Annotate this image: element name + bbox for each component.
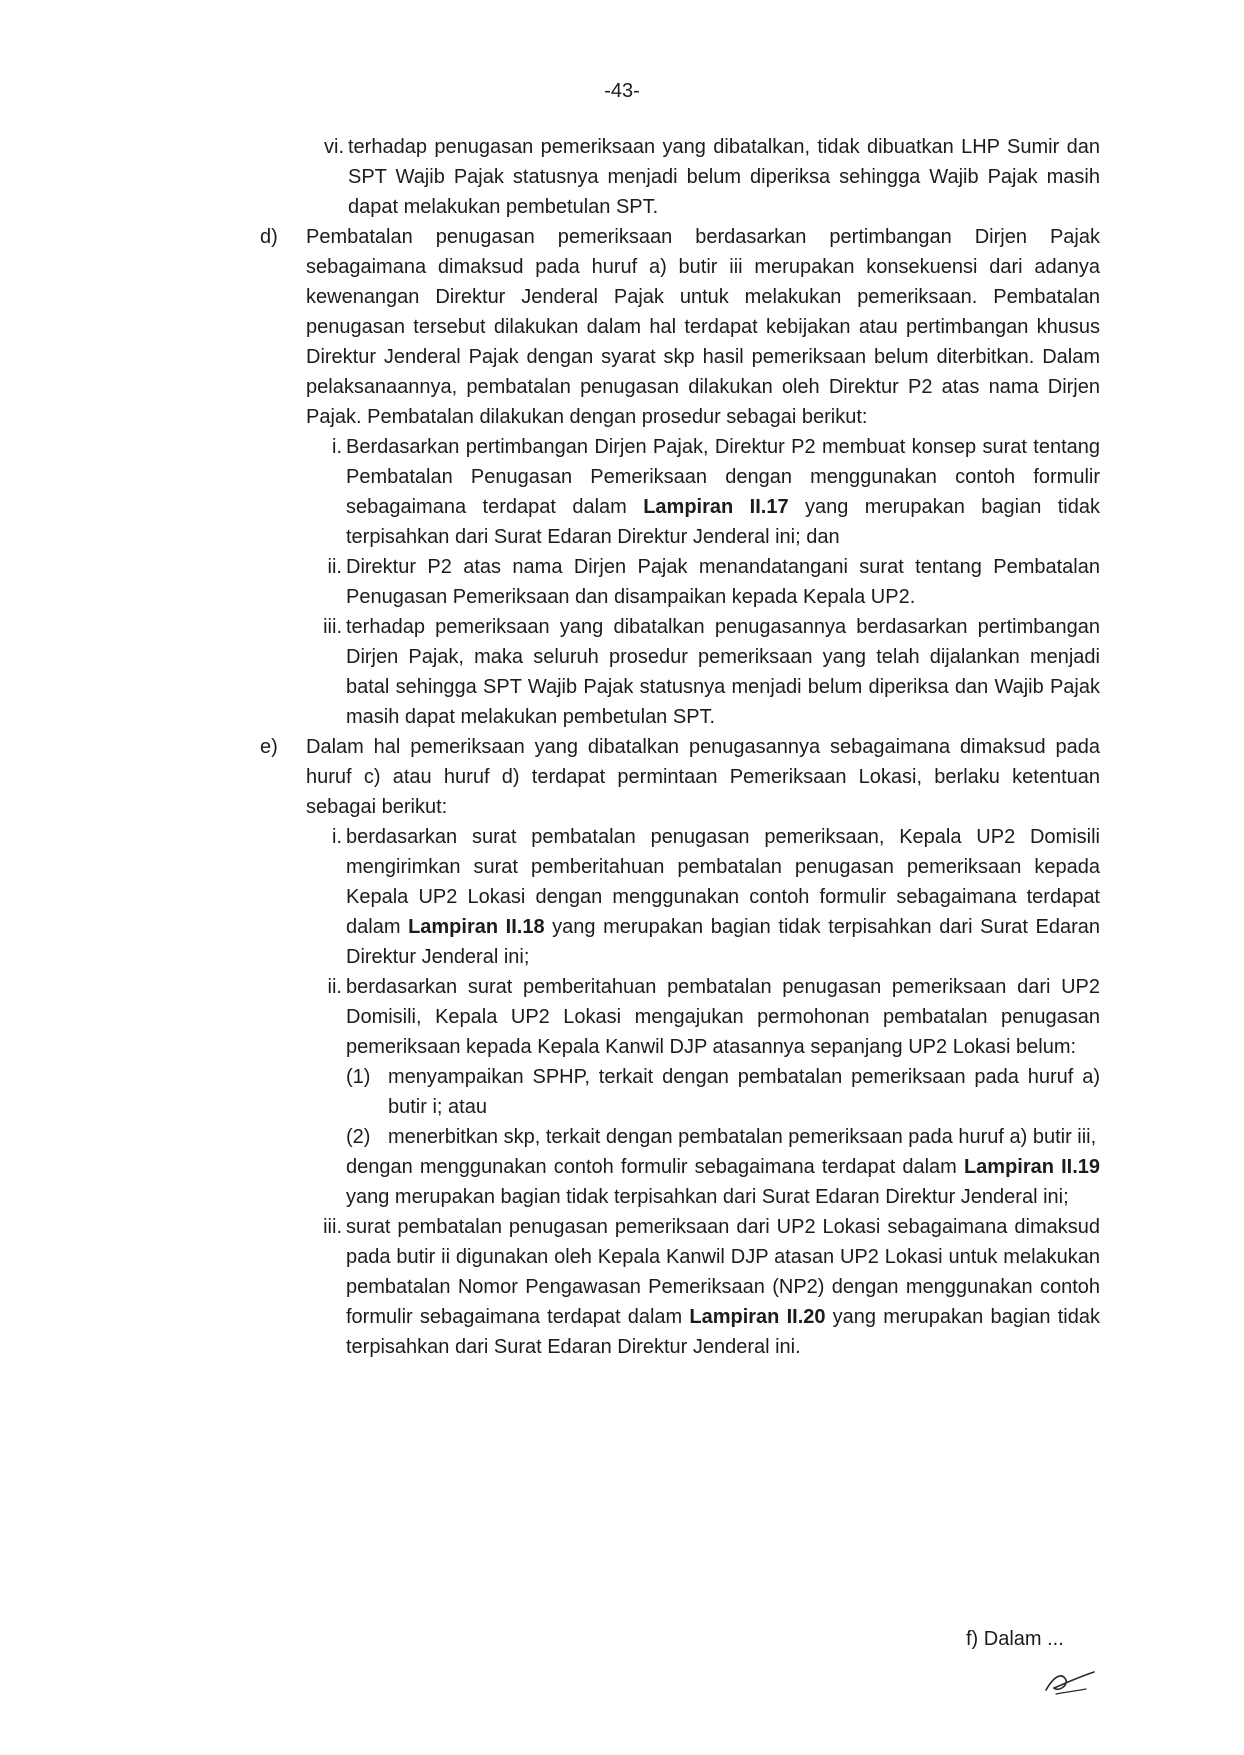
item-text: terhadap pemeriksaan yang dibatalkan penugasannya berdasarkan pertimbangan Dirjen Pajak, maka seluruh prosedur pemeriksaan yang telah dijalankan menjadi batal sehingga SPT Wajib Pajak statusnya menjadi belum diperiksa dan Wajib Pajak masih dapat melakukan pembetulan SPT.	[346, 616, 1100, 728]
list-item-vi	[308, 132, 1100, 222]
list-item-d-iii	[306, 612, 1100, 732]
item-text: surat pembatalan penugasan pemeriksaan dari UP2 Lokasi sebagaimana dimaksud pada butir ii digunakan oleh Kepala Kanwil DJP atasan UP2 Lokasi untuk melakukan pembatalan Nomor Pengawasan Pemeriksaan (NP2) dengan menggunakan contoh formulir sebagaimana terdapat dalam	[346, 1216, 1100, 1328]
handwritten-initial-icon	[1040, 1664, 1100, 1698]
item-text: yang merupakan bagian tidak terpisahkan dari Surat Edaran Direktur Jenderal ini;	[346, 1186, 1069, 1208]
item-text: berdasarkan surat pembatalan penugasan pemeriksaan, Kepala UP2 Domisili mengirimkan surat pemberitahuan pembatalan penugasan pemeriksaan kepada Kepala UP2 Lokasi dengan menggunakan contoh formulir sebagaimana terdapat dalam	[346, 826, 1100, 938]
item-text: menyampaikan SPHP, terkait dengan pembatalan pemeriksaan pada huruf a) butir i; atau	[388, 1066, 1100, 1118]
list-item-e-ii-continuation	[346, 1152, 1100, 1212]
lampiran-reference: Lampiran II.18	[408, 916, 545, 938]
item-text: berdasarkan surat pemberitahuan pembatalan penugasan pemeriksaan dari UP2 Domisili, Kepala UP2 Lokasi mengajukan permohonan pembatalan penugasan pemeriksaan kepada Kepala Kanwil DJP atasannya sepanjang UP2 Lokasi belum:	[346, 976, 1100, 1058]
item-text: yang merupakan bagian tidak terpisahkan dari Surat Edaran Direktur Jenderal ini; dan	[346, 496, 1100, 548]
item-label: iii.	[323, 1216, 342, 1238]
item-text: Direktur P2 atas nama Dirjen Pajak menandatangani surat tentang Pembatalan Penugasan Pemeriksaan dan disampaikan kepada Kepala UP2.	[346, 556, 1100, 608]
list-item-d-ii	[306, 552, 1100, 612]
list-item-e-i	[306, 822, 1100, 972]
item-label: (2)	[346, 1126, 371, 1148]
item-text: terhadap penugasan pemeriksaan yang dibatalkan, tidak dibuatkan LHP Sumir dan SPT Wajib Pajak statusnya menjadi belum diperiksa sehingga Wajib Pajak masih dapat melakukan pembetulan SPT.	[348, 136, 1100, 218]
list-item-e-iii	[306, 1212, 1100, 1362]
lampiran-reference: Lampiran II.19	[963, 1156, 1100, 1178]
item-label: (1)	[346, 1066, 371, 1088]
next-page-catchword: f) Dalam ...	[966, 1628, 1064, 1650]
document-body	[260, 132, 1100, 1362]
list-item-e-ii-2	[346, 1122, 1100, 1152]
item-text: Dalam hal pemeriksaan yang dibatalkan penugasannya sebagaimana dimaksud pada huruf c) atau huruf d) terdapat permintaan Pemeriksaan Lokasi, berlaku ketentuan sebagai berikut:	[306, 736, 1100, 818]
item-text: menerbitkan skp, terkait dengan pembatalan pemeriksaan pada huruf a) butir iii,	[388, 1126, 1097, 1148]
item-text: yang merupakan bagian tidak terpisahkan dari Surat Edaran Direktur Jenderal ini.	[346, 1306, 1100, 1358]
list-item-e	[260, 732, 1100, 822]
item-text: Pembatalan penugasan pemeriksaan berdasarkan pertimbangan Dirjen Pajak sebagaimana dimaksud pada huruf a) butir iii merupakan konsekuensi dari adanya kewenangan Direktur Jenderal Pajak untuk melakukan pemeriksaan. Pembatalan penugasan tersebut dilakukan dalam hal terdapat kebijakan atau pertimbangan khusus Direktur Jenderal Pajak dengan syarat skp hasil pemeriksaan belum diterbitkan. Dalam pelaksanaannya, pembatalan penugasan dilakukan oleh Direktur P2 atas nama Dirjen Pajak. Pembatalan dilakukan dengan prosedur sebagai berikut:	[306, 226, 1100, 428]
item-text: Berdasarkan pertimbangan Dirjen Pajak, Direktur P2 membuat konsep surat tentang Pembatalan Penugasan Pemeriksaan dengan menggunakan contoh formulir sebagaimana terdapat dalam	[346, 436, 1100, 518]
item-label: d)	[260, 226, 278, 248]
item-label: ii.	[327, 976, 342, 998]
page-number: -43-	[604, 80, 640, 102]
list-item-e-ii	[306, 972, 1100, 1062]
item-label: iii.	[323, 616, 342, 638]
item-label: ii.	[327, 556, 342, 578]
item-text: yang merupakan bagian tidak terpisahkan dari Surat Edaran Direktur Jenderal ini;	[346, 916, 1100, 968]
item-label: i.	[332, 436, 342, 458]
list-item-e-ii-1	[346, 1062, 1100, 1122]
item-text: dengan menggunakan contoh formulir sebagaimana terdapat dalam	[346, 1156, 964, 1178]
item-label: vi.	[324, 136, 344, 158]
lampiran-reference: Lampiran II.20	[689, 1306, 826, 1328]
lampiran-reference: Lampiran II.17	[643, 496, 789, 518]
item-label: e)	[260, 736, 278, 758]
list-item-d	[260, 222, 1100, 432]
list-item-d-i	[306, 432, 1100, 552]
item-label: i.	[332, 826, 342, 848]
